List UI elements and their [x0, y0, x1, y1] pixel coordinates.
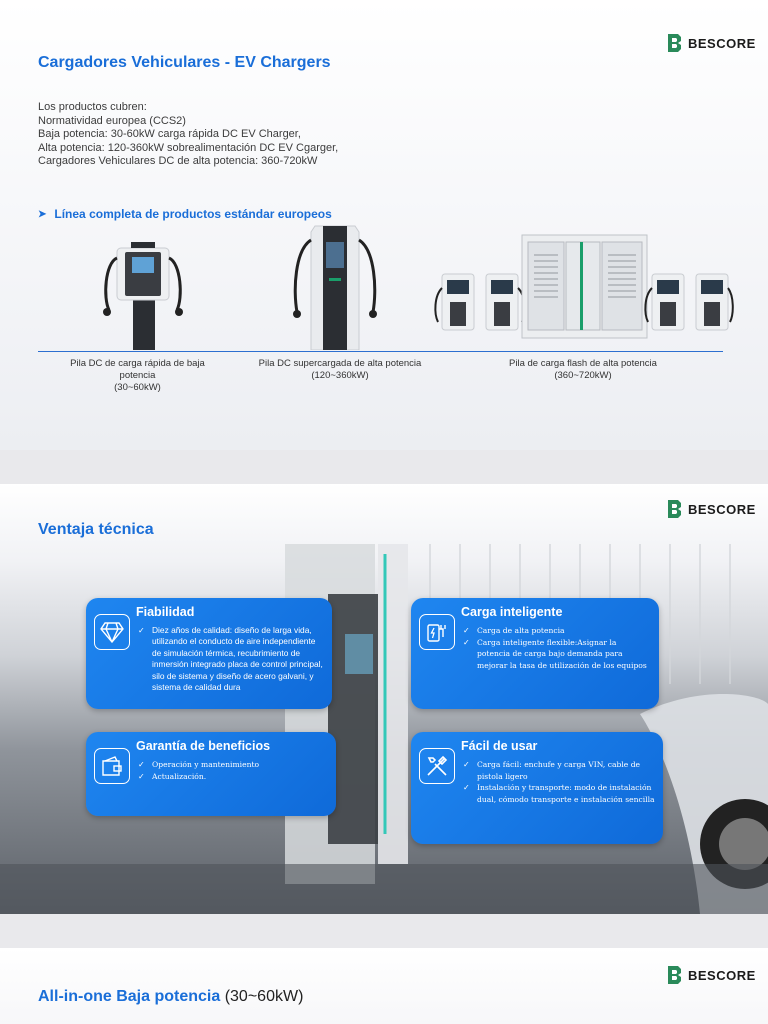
- product-line-heading: [38, 207, 332, 221]
- list-item: ✓ Carga inteligente flexible:Asignar la potencia de carga bajo demanda para mejorar la tasa de utilización de los equipos: [463, 637, 651, 672]
- dispenser-unit: [435, 274, 474, 330]
- card-list: [138, 759, 328, 782]
- card-title: Garantía de beneficios: [136, 739, 271, 753]
- caption-line: potencia: [119, 370, 156, 381]
- list-item: ✓ Operación y mantenimiento: [138, 759, 328, 771]
- wallet-icon: [94, 748, 130, 784]
- brand-name: BESCORE: [688, 35, 756, 51]
- list-item: ✓ Diez años de calidad: diseño de larga vida, utilizando el conducto de aire independiente de simulación térmica, recubrimiento de inmersión integrado placa de control principal, silo de sistema y diseño de acero galvani, y sistema de calidad dura: [138, 625, 324, 693]
- list-item: ✓ Instalación y transporte: modo de instalación dual, cómodo transporte e instalación sencilla: [463, 782, 655, 805]
- caption-line: Pila DC de carga rápida de baja: [70, 358, 205, 369]
- card-title: Fácil de usar: [461, 739, 538, 753]
- slide-ev-chargers: [0, 0, 768, 450]
- desc-line: Los productos cubren:: [38, 101, 147, 113]
- slide-title-suffix: (30~60kW): [224, 988, 304, 1005]
- card-title: Fiabilidad: [136, 605, 195, 619]
- charger-icon: [419, 614, 455, 650]
- bescore-logo-icon: [666, 965, 682, 985]
- desc-line: Normatividad europea (CCS2): [38, 114, 186, 127]
- slide-title: Cargadores Vehiculares - EV Chargers: [38, 54, 331, 71]
- slide-technical-advantage: [0, 484, 768, 914]
- flash-charger-system-image: [432, 230, 734, 350]
- list-item: ✓ Carga de alta potencia: [463, 625, 651, 637]
- list-item: ✓ Actualización.: [138, 771, 328, 783]
- product-caption-low-power: [55, 358, 220, 394]
- slide-title: [38, 988, 303, 1006]
- brand-logo: [666, 965, 756, 985]
- desc-line: Baja potencia: 30-60kW carga rápida DC EV Charger,: [38, 128, 301, 140]
- card-carga-inteligente: [411, 598, 659, 709]
- desc-line: Alta potencia: 120-360kW sobrealimentación DC EV Cgarger,: [38, 141, 339, 154]
- list-item: ✓ Carga fácil: enchufe y carga VIN, cable de pistola ligero: [463, 759, 655, 782]
- divider-line: [38, 351, 723, 352]
- card-facil-de-usar: [411, 732, 663, 844]
- arrow-bullet-icon: ➤: [38, 208, 47, 220]
- card-garantia-beneficios: [86, 732, 336, 816]
- caption-line: Pila de carga flash de alta potencia: [509, 358, 657, 369]
- product-line-heading-text: Línea completa de productos estándar europeos: [54, 207, 332, 221]
- card-list: [463, 759, 655, 805]
- card-title: Carga inteligente: [461, 605, 563, 619]
- caption-line: (30~60kW): [114, 382, 161, 393]
- card-list: [138, 625, 324, 693]
- low-power-charger-image: [95, 238, 190, 350]
- slide-title-main: All-in-one Baja potencia: [38, 988, 221, 1005]
- caption-line: Pila DC supercargada de alta potencia: [258, 358, 422, 369]
- product-caption-supercharger: [240, 358, 440, 382]
- slide-title: Ventaja técnica: [38, 521, 154, 538]
- product-description: [38, 101, 338, 169]
- card-fiabilidad: [86, 598, 332, 709]
- caption-line: (360~720kW): [554, 370, 612, 381]
- slide-all-in-one: [0, 948, 768, 1024]
- diamond-icon: [94, 614, 130, 650]
- brand-name: BESCORE: [688, 501, 756, 517]
- caption-line: (120~360kW): [311, 370, 369, 381]
- brand-logo: [666, 499, 756, 519]
- bescore-logo-icon: [666, 499, 682, 519]
- brand-logo: [666, 33, 756, 53]
- tools-icon: [419, 748, 455, 784]
- desc-line: Cargadores Vehiculares DC de alta potencia: 360-720kW: [38, 155, 318, 167]
- card-list: [463, 625, 651, 671]
- brand-name: BESCORE: [688, 967, 756, 983]
- product-caption-flash-charger: [488, 358, 678, 382]
- supercharger-image: [285, 220, 385, 350]
- bescore-logo-icon: [666, 33, 682, 53]
